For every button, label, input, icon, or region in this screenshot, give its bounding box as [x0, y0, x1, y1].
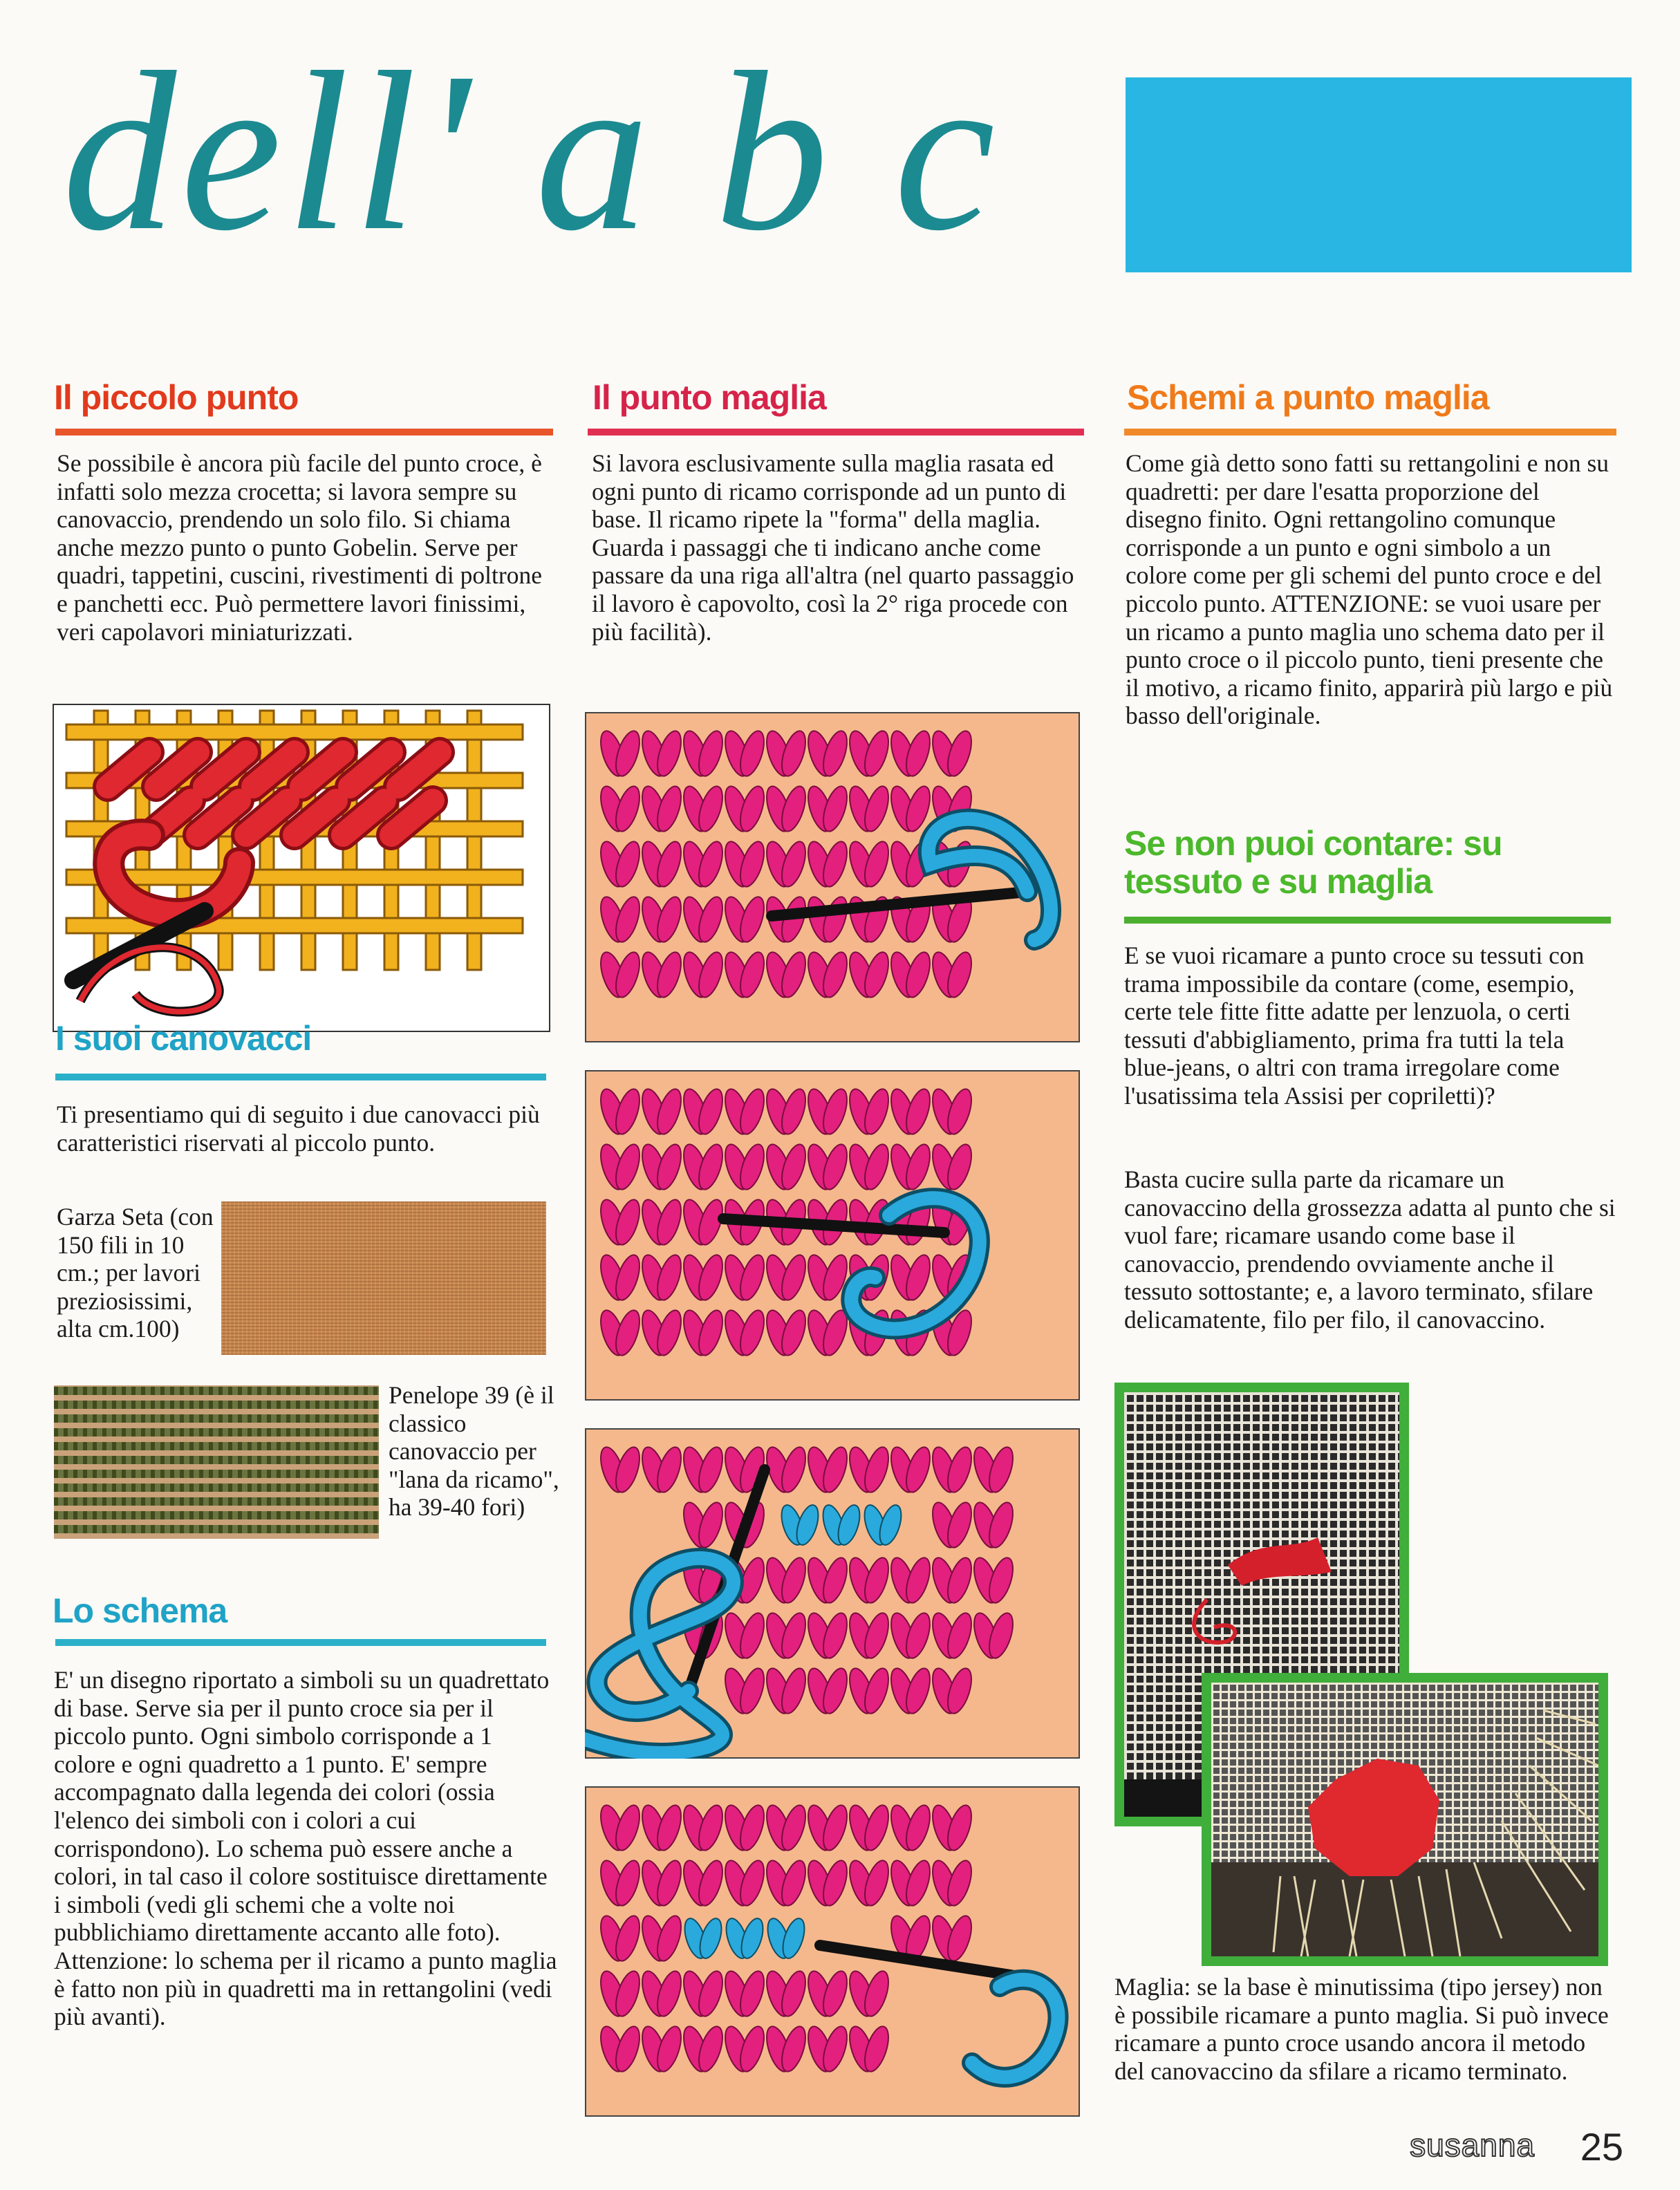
heading-lo-schema: Lo schema	[53, 1591, 227, 1630]
magazine-brand: susanna	[1410, 2127, 1535, 2163]
text-lo-schema: E' un disegno riportato a simboli su un quadrettato di base. Serve sia per il punto croce sia per il piccolo punto. Ogni simbolo corrisponde a 1 colore e ogni quadretto a 1 punto. E' sempre accompagnato dalla legenda dei colori (ossia l'elenco dei simboli con i colori a cui corrispondono). Lo schema può essere anche a colori, in tal caso il colore sostituisce direttamente i simboli (vedi gli schemi che a volte noi pubblichiamo direttamente accanto alle foto). Attenzione: lo schema per il ricamo a punto maglia è fatto non più in quadretti ma in rettangolini (vedi più avanti).	[54, 1666, 557, 2031]
rule-schemi-punto-maglia	[1124, 429, 1616, 436]
photo-threads-removed	[1211, 1683, 1598, 1956]
rule-piccolo-punto	[55, 429, 553, 436]
garza-seta-canvas-photo	[221, 1201, 546, 1355]
text-contare-2: Basta cucire sulla parte da ricamare un canovaccino della grossezza adatta al punto che si vuol fare; ricamare usando come base il canovaccio, prendendo ovviamente anche il tessuto sottostante; e, a lavoro terminato, sfilare delicamatente, filo per filo, il canovaccino.	[1124, 1166, 1616, 1333]
heading-punto-maglia: Il punto maglia	[592, 378, 826, 417]
penelope-canvas-photo	[54, 1385, 379, 1539]
knit-step-3-illustration	[585, 1428, 1080, 1759]
knit-step-2-illustration	[585, 1070, 1080, 1401]
knit-step-1-illustration	[585, 712, 1080, 1042]
heading-schemi-punto-maglia: Schemi a punto maglia	[1127, 378, 1489, 417]
rule-lo-schema	[55, 1639, 546, 1646]
text-schemi-punto-maglia: Come già detto sono fatti su rettangolini e non su quadretti: per dare l'esatta proporzione del disegno finito. Ogni rettangolino comunque corrisponde a un punto e ogni simbolo a un colore come per gli schemi del punto croce e del piccolo punto. ATTENZIONE: se vuoi usare per un ricamo a punto maglia uno schema dato per il punto croce o il piccolo punto, tieni presente che il motivo, a ricamo finito, apparirà più largo e più basso dell'originale.	[1126, 449, 1613, 730]
text-contare-1: E se vuoi ricamare a punto croce su tessuti con trama impossibile da contare (come, esempio, certe tele fitte fitte adatte per lenzuola, o certi tessuti d'abbigliamento, prima fra tutti la tela blue-jeans, o altri con trama irregolare come l'usatissima tela Assisi per copriletti)?	[1124, 942, 1585, 1110]
page-title: dell' a b c	[62, 26, 1000, 278]
rule-punto-maglia	[588, 429, 1084, 436]
text-maglia-caption: Maglia: se la base è minutissima (tipo jersey) non è possibile ricamare a punto maglia. Si può invece ricamare a punto croce usando ancora il metodo del canovaccino da sfilare a ricamo terminato.	[1114, 1973, 1609, 2085]
rule-suoi-canovacci	[55, 1074, 546, 1080]
heading-suoi-canovacci: I suoi canovacci	[55, 1019, 312, 1058]
heading-piccolo-punto: Il piccolo punto	[54, 378, 299, 417]
knit-step-4-illustration	[585, 1786, 1080, 2117]
photo-threads-removed-frame	[1202, 1673, 1608, 1966]
page-number: 25	[1580, 2125, 1623, 2169]
rule-se-non-puoi-contare	[1124, 917, 1611, 924]
text-punto-maglia: Si lavora esclusivamente sulla maglia rasata ed ogni punto di ricamo corrisponde ad un punto di base. Il ricamo ripete la "forma" della maglia. Guarda i passaggi che ti indicano anche come passare da una riga all'altra (nel quarto passaggio il lavoro è capovolto, così la 2° riga procede con più facilità).	[592, 449, 1074, 646]
cyan-color-block	[1126, 77, 1632, 272]
text-penelope: Penelope 39 (è il classico canovaccio per "lana da ricamo", ha 39-40 fori)	[389, 1381, 559, 1522]
heading-se-non-puoi-contare: Se non puoi contare: su tessuto e su maglia	[1124, 824, 1502, 901]
text-piccolo-punto: Se possibile è ancora più facile del punto croce, è infatti solo mezza crocetta; si lavora sempre su canovaccio, prendendo un solo filo. Si chiama anche mezzo punto o punto Gobelin. Serve per quadri, tappetini, cuscini, rivestimenti di poltrone e panchetti ecc. Può permettere lavori finissimi, veri capolavori miniaturizzati.	[57, 449, 542, 646]
canvas-stitch-illustration	[53, 704, 550, 1032]
text-garza-seta: Garza Seta (con 150 fili in 10 cm.; per lavori preziosissimi, alta cm.100)	[57, 1203, 214, 1343]
text-canovacci-intro: Ti presentiamo qui di seguito i due canovacci più caratteristici riservati al piccolo punto.	[57, 1101, 540, 1157]
